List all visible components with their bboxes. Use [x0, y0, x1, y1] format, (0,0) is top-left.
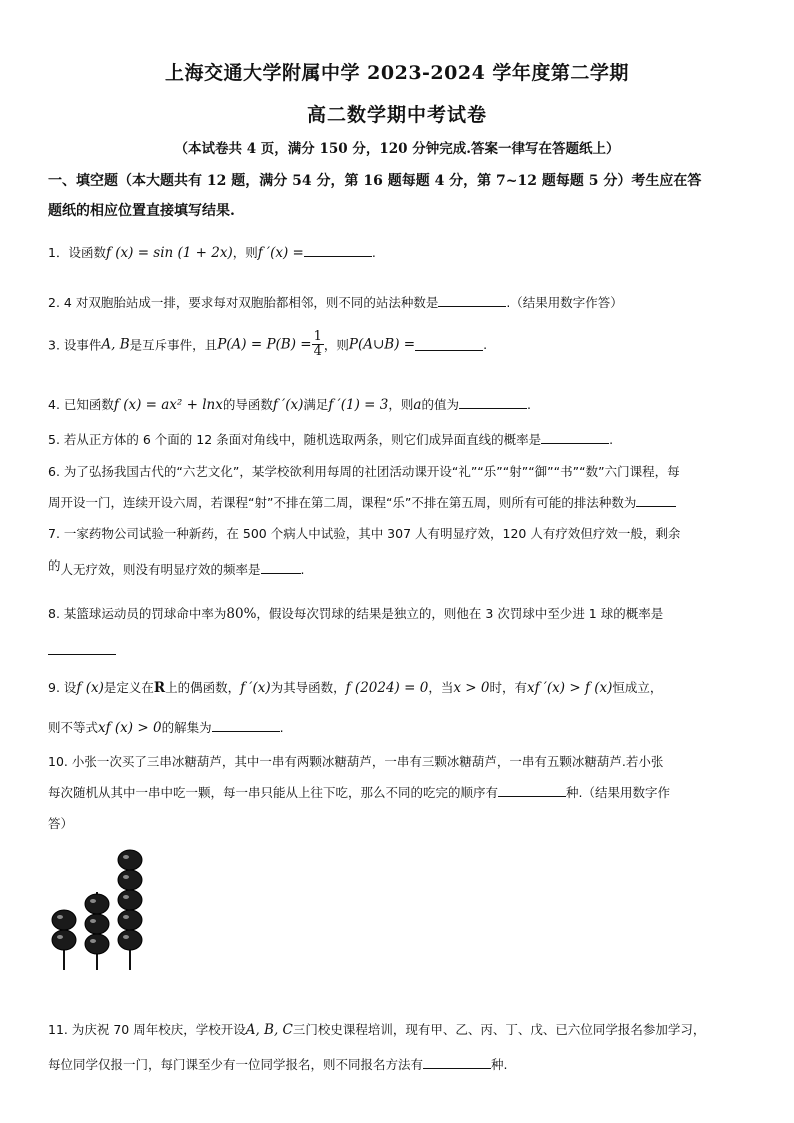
question-text: .	[371, 245, 376, 260]
question-text: 9. 设	[48, 680, 77, 695]
formula: f ′(x)	[240, 680, 271, 696]
formula: x > 0	[453, 680, 490, 696]
answer-blank	[459, 396, 527, 409]
question-text: 则不等式	[48, 720, 99, 735]
question-text: ，则	[232, 245, 258, 260]
question-text: ，则	[323, 337, 349, 353]
exam-title-subject: 高二数学期中考试卷	[306, 104, 487, 126]
question-text: .	[609, 432, 614, 447]
answer-blank	[541, 431, 609, 444]
question-text: 的解集为	[161, 720, 212, 735]
answer-blank	[423, 1056, 491, 1069]
question-7	[48, 524, 748, 542]
question-6	[48, 462, 748, 480]
question-text: .	[279, 720, 284, 735]
answer-blank	[212, 719, 280, 732]
question-text: 种.	[491, 1057, 508, 1072]
question-text: 的值为	[421, 397, 459, 412]
question-text: 为其导函数，	[270, 680, 346, 695]
question-text: 周开设一门，连续开设六周，若课程“射”不排在第二周，课程“乐”不排在第五周，则所有可能的排法种数为	[48, 495, 637, 510]
answer-blank	[261, 561, 301, 574]
formula: A, B, C	[245, 1022, 293, 1038]
question-9	[48, 678, 748, 696]
answer-blank	[636, 494, 676, 507]
question-text: .	[526, 397, 531, 412]
question-8	[48, 604, 748, 622]
answer-blank	[415, 338, 483, 351]
skewer-two	[52, 910, 76, 970]
question-text: 6. 为了弘扬我国古代的“六艺文化”，某学校欲利用每周的社团活动课开设“礼”“乐”“射”“御”“书”“数”六门课程，每	[48, 464, 680, 479]
formula: a	[413, 397, 422, 413]
question-text: ，假设每次罚球的结果是独立的，则他在 3 次罚球中至少进 1 球的概率是	[256, 606, 664, 621]
formula: P(A∪B) =	[348, 336, 416, 353]
answer-blank	[304, 244, 372, 257]
section-heading-cont: 题纸的相应位置直接填写结果.	[48, 203, 235, 219]
question-text: 5. 若从正方体的 6 个面的 12 条面对角线中，随机选取两条，则它们成异面直线的概率是	[48, 432, 542, 447]
question-text: 每次随机从其中一串中吃一颗，每一串只能从上往下吃，那么不同的吃完的顺序有	[48, 785, 499, 800]
question-text: 是互斥事件，且	[129, 337, 218, 353]
tanghulu-icon	[44, 848, 164, 972]
skewer-five	[118, 850, 142, 970]
formula: f ′(x) =	[257, 245, 304, 261]
question-text: 种.（结果用数字作	[566, 785, 670, 800]
question-text: 的导函数	[222, 397, 273, 412]
formula: f (x)	[76, 680, 104, 696]
question-text: 答）	[48, 816, 74, 831]
formula: R	[153, 680, 166, 696]
question-text: 上的偶函数，	[165, 680, 241, 695]
question-10	[48, 752, 748, 770]
exam-instructions: （本试卷共 4 页，满分 150 分，120 分钟完成.答案一律写在答题纸上）	[174, 141, 620, 157]
question-9-cont	[48, 718, 748, 736]
question-text: 11. 为庆祝 70 周年校庆，学校开设	[48, 1022, 246, 1037]
question-3	[48, 330, 748, 359]
question-text: 每位同学仅报一门，每门课至少有一位同学报名，则不同报名方法有	[48, 1057, 424, 1072]
question-text: 时，有	[489, 680, 527, 695]
formula: xf (x) > 0	[98, 720, 162, 736]
question-text: 设函数	[68, 245, 106, 260]
question-number: 1．	[48, 245, 69, 260]
question-11	[48, 1020, 748, 1038]
question-text: .	[483, 337, 488, 352]
question-4	[48, 395, 748, 413]
formula: f (x) = ax² + lnx	[113, 397, 223, 413]
question-text: 的	[48, 558, 61, 573]
formula: f (2024) = 0	[345, 680, 429, 696]
question-text: 人无疗效，则没有明显疗效的频率是	[60, 562, 261, 577]
question-text: 8. 某篮球运动员的罚球命中率为	[48, 606, 227, 621]
question-10-cont	[48, 783, 748, 801]
question-11-cont	[48, 1055, 748, 1073]
fraction	[312, 330, 324, 359]
formula: f ′(1) = 3	[328, 397, 389, 413]
question-text: 7. 一家药物公司试验一种新药，在 500 个病人中试验，其中 307 人有明显疗效，120 人有疗效但疗效一般，剩余	[48, 526, 681, 541]
formula: 80%	[226, 606, 257, 622]
formula: f ′(x)	[272, 397, 304, 413]
exam-title-school: 上海交通大学附属中学 2023-2024 学年度第二学期	[165, 62, 629, 84]
denominator: 4	[313, 344, 322, 359]
question-text: 是定义在	[103, 680, 154, 695]
question-text: 4. 已知函数	[48, 397, 114, 412]
question-text: .（结果用数字作答）	[506, 295, 623, 310]
question-text: 满足	[303, 397, 329, 412]
question-text: ，则	[388, 397, 414, 412]
formula: xf ′(x) > f (x)	[526, 680, 613, 696]
answer-blank	[498, 784, 566, 797]
answer-blank	[438, 294, 506, 307]
question-text: 2. 4 对双胞胎站成一排，要求每对双胞胎都相邻，则不同的站法种数是	[48, 295, 439, 310]
numerator: 1	[313, 329, 322, 344]
answer-blank	[48, 642, 116, 655]
section-heading: 一、填空题（本大题共有 12 题，满分 54 分，第 16 题每题 4 分，第 7~12 题每题 5 分）考生应在答	[48, 173, 702, 189]
question-7-cont	[48, 560, 748, 578]
question-text: 3. 设事件	[48, 337, 102, 353]
question-8-cont	[48, 642, 748, 658]
formula: P(A) = P(B) =	[217, 336, 312, 353]
question-text: ，当	[428, 680, 454, 695]
formula: f (x) = sin (1 + 2x)	[105, 245, 233, 261]
question-text: 恒成立，	[612, 680, 663, 695]
question-text: 三门校史课程培训，现有甲、乙、丙、丁、戊、已六位同学报名参加学习，	[292, 1022, 706, 1037]
question-text: .	[300, 562, 305, 577]
question-6-cont	[48, 493, 748, 511]
formula: A, B	[101, 336, 130, 353]
question-1	[48, 243, 748, 261]
question-5	[48, 430, 748, 448]
question-2	[48, 293, 748, 311]
skewer-three	[85, 892, 109, 970]
question-10-cont-2	[48, 814, 748, 832]
question-text: 10. 小张一次买了三串冰糖葫芦，其中一串有两颗冰糖葫芦，一串有三颗冰糖葫芦，一串有五颗冰糖葫芦.若小张	[48, 754, 664, 769]
